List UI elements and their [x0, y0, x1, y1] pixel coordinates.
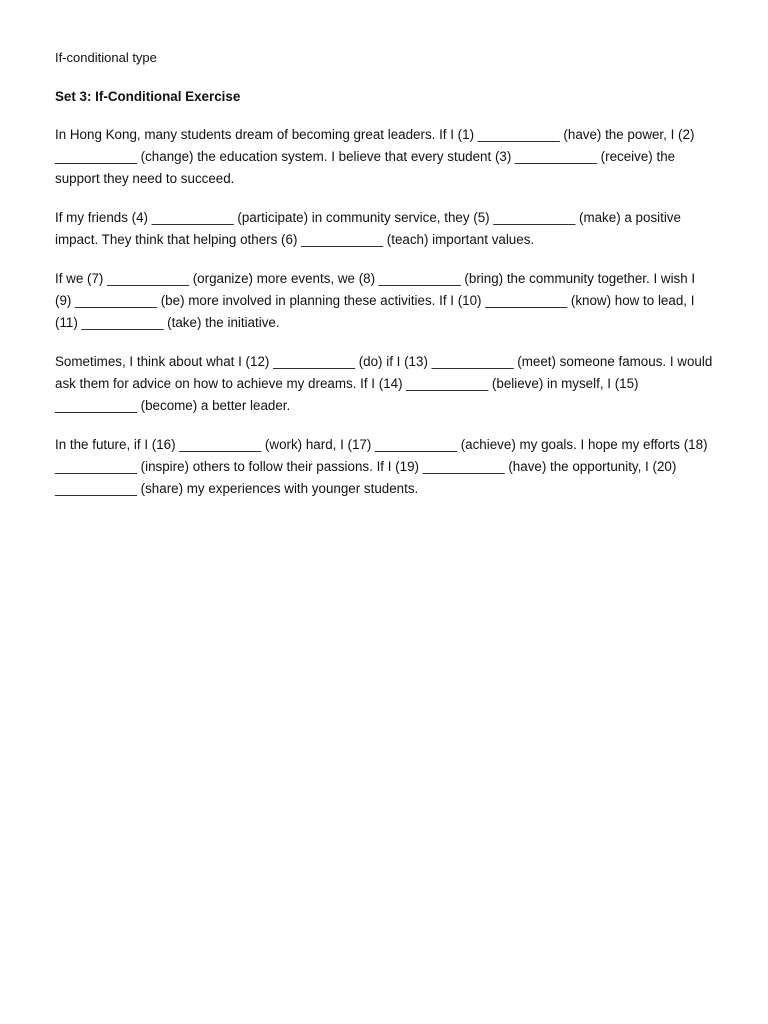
exercise-paragraph-2: If my friends (4) ___________ (participate) in community service, they (5) ___________ (make) a positive impact. They think that helping others (6) ___________ (teach) important values. — [55, 210, 681, 247]
exercise-paragraph-3: If we (7) ___________ (organize) more events, we (8) ___________ (bring) the community together. I wish I (9) ___________ (be) more involved in planning these activities. If I (10) ___________ (know) how to lead, I (11) ___________ (take) the initiative. — [55, 271, 696, 330]
document-page — [55, 49, 715, 517]
exercise-title: Set 3: If-Conditional Exercise — [55, 89, 241, 104]
exercise-paragraph-4: Sometimes, I think about what I (12) ___________ (do) if I (13) ___________ (meet) someone famous. I would ask them for advice on how to achieve my dreams. If I (14) ___________ (believe) in myself, I (15) ___________ (become) a better leader. — [55, 354, 713, 413]
exercise-paragraph-1: In Hong Kong, many students dream of becoming great leaders. If I (1) ___________ (have) the power, I (2) ___________ (change) the education system. I believe that every student (3) ___________ (receive) the support they need to succeed. — [55, 127, 695, 186]
exercise-paragraph-5: In the future, if I (16) ___________ (work) hard, I (17) ___________ (achieve) my goals. I hope my efforts (18) ___________ (inspire) others to follow their passions. If I (19) ___________ (have) the opportunity, I (20) ___________ (share) my experiences with younger students. — [55, 437, 708, 496]
document-type-label: If-conditional type — [55, 50, 157, 65]
